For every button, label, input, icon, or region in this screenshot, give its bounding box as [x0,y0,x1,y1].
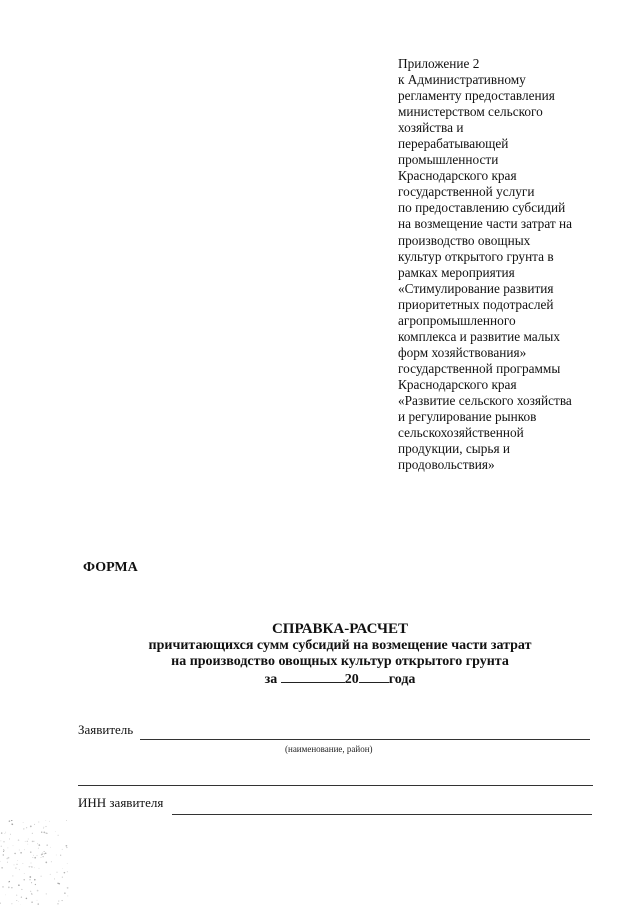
applicant-hint: (наименование, район) [285,744,373,754]
appendix-line: сельскохозяйственной [398,425,524,441]
appendix-line: продукции, сырья и [398,441,511,457]
appendix-line: хозяйства и [398,120,464,136]
appendix-line: продовольствия» [398,457,495,473]
appendix-line: промышленности [398,152,499,168]
applicant-label: Заявитель [78,722,134,737]
appendix-line: агропромышленного [398,312,516,328]
period-prefix: за [264,672,278,687]
period-blank-field[interactable] [281,670,345,683]
appendix-line: культур открытого грунта в [398,248,554,264]
appendix-line: производство овощных [398,232,531,248]
appendix-line: и регулирование рынков [398,409,537,425]
appendix-line: по предоставлению субсидий [398,200,566,216]
appendix-line: Приложение 2 [398,56,480,71]
appendix-line: к Административному [398,72,526,88]
appendix-line: министерством сельского [398,104,543,120]
form-label: ФОРМА [83,560,138,575]
title-line-2: причитающихся сумм субсидий на возмещение части затрат [148,638,532,653]
inn-label: ИНН заявителя [78,795,164,810]
period-suffix: года [388,672,416,687]
appendix-line: регламенту предоставления [398,88,555,104]
appendix-line: Краснодарского края [398,168,517,184]
applicant-input-line[interactable] [140,739,590,740]
appendix-line: рамках мероприятия [398,264,515,280]
appendix-line: комплекса и развитие малых [398,328,561,344]
applicant-input-line-2[interactable] [78,785,593,786]
appendix-line: Краснодарского края [398,376,517,392]
appendix-header [398,56,608,473]
scan-noise [0,820,70,905]
appendix-line: перерабатывающей [398,136,509,152]
appendix-line: форм хозяйствования» [398,344,527,360]
document-title [100,621,580,688]
appendix-line: государственной программы [398,360,561,376]
inn-input-line[interactable] [172,814,592,815]
title-line-1: СПРАВКА-РАСЧЕТ [271,621,409,637]
title-line-3: на производство овощных культур открытого грунта [171,654,509,669]
appendix-line: приоритетных подотраслей [398,296,554,312]
appendix-line: на возмещение части затрат на [398,216,573,232]
appendix-line: государственной услуги [398,184,535,200]
period-line [100,670,580,688]
appendix-line: «Стимулирование развития [398,280,554,296]
period-year-prefix: 20 [344,672,359,687]
appendix-line: «Развитие сельского хозяйства [398,392,572,408]
year-blank-field[interactable] [359,670,389,683]
